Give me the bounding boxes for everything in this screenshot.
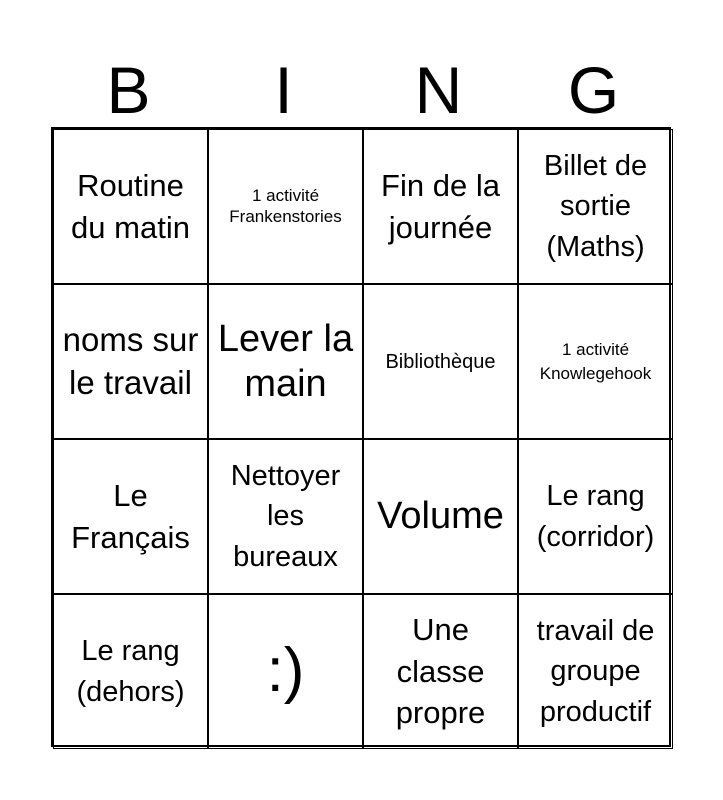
cell-text: Nettoyer les bureaux (230, 459, 341, 573)
bingo-free-cell (208, 594, 363, 749)
bingo-cell (53, 439, 208, 594)
bingo-cell (53, 284, 208, 439)
bingo-cell (363, 284, 518, 439)
bingo-cell (363, 594, 518, 749)
cell-text: Le Français (71, 477, 190, 555)
cell-text: Une classe propre (395, 611, 486, 731)
bingo-cell (208, 284, 363, 439)
cell-text: Lever la main (217, 317, 354, 405)
cell-text: noms sur le travail (62, 320, 199, 401)
bingo-cell (518, 439, 673, 594)
cell-text: Le rang (corridor) (536, 479, 655, 553)
bingo-cell (518, 284, 673, 439)
bingo-header (51, 52, 671, 128)
bingo-cell (518, 129, 673, 284)
cell-text: Volume (377, 494, 504, 537)
bingo-cell (518, 594, 673, 749)
header-letter-b: B (106, 53, 151, 127)
smiley-text: :) (266, 636, 305, 706)
bingo-cell (208, 439, 363, 594)
header-letter-g: G (567, 53, 620, 127)
header-letter-i: I (274, 53, 293, 127)
bingo-cell (208, 129, 363, 284)
cell-text: Le rang (dehors) (76, 634, 185, 708)
bingo-cell (53, 129, 208, 284)
bingo-cell (53, 594, 208, 749)
cell-text: travail de groupe productif (536, 614, 655, 728)
bingo-cell (363, 439, 518, 594)
cell-text: Billet de sortie (Maths) (543, 149, 648, 263)
cell-text: Bibliothèque (385, 350, 496, 373)
cell-text: Routine du matin (71, 167, 190, 245)
bingo-cell (363, 129, 518, 284)
cell-text: 1 activité Frankenstories (229, 186, 342, 226)
cell-text: 1 activité Knowlegehook (539, 339, 652, 383)
header-letter-n: N (414, 53, 463, 127)
bingo-card-grid (51, 127, 671, 747)
cell-text: Fin de la journée (381, 167, 500, 245)
